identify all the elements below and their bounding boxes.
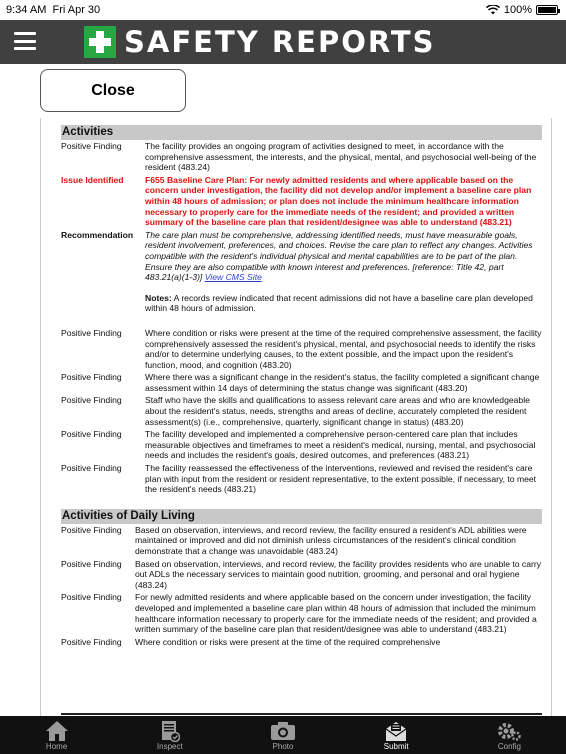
finding-label: Positive Finding (61, 592, 122, 603)
finding-row (61, 328, 542, 370)
menu-icon[interactable] (14, 32, 36, 50)
section-title-activities: Activities (61, 125, 542, 140)
tab-photo-label: Photo (272, 742, 294, 751)
section-adl (61, 509, 542, 648)
view-cms-site-link[interactable]: View CMS Site (204, 272, 262, 283)
finding-row (61, 637, 542, 648)
finding-label: Positive Finding (61, 327, 122, 338)
finding-text: The facility developed and implemented a comprehensive person-centered care plan that includes measurable objectives and timeframes to meet a resident's medical, nursing, mental, and psychosocial needs and includes the resident's goals, desired outcomes, and preferences (483.21) (145, 429, 536, 461)
issue-text: F655 Baseline Care Plan: For newly admitted residents and where applicable based on the concern under investigation, the facility did not develop and/or implement a baseline care plan within 48 hours of admission; or plan does not include the minimum healthcare information necessary to properly care for the immediate needs of the resident; and provided a written summary of the baseline care plan that resident/designee was able to understand (483.21) (145, 174, 532, 228)
status-time-date (6, 4, 100, 16)
finding-text: Staff who have the skills and qualifications to assess relevant care areas and who are knowledgeable about the resident's status, needs, strengths and areas of decline, accurately completed the resident assessment(s) (i.e., comprehensive, quarterly, significant change in status) (483.20) (145, 395, 530, 427)
notes-block (145, 293, 542, 314)
app-header (0, 20, 566, 64)
green-cross-icon (84, 26, 116, 58)
recommendation-body (145, 230, 542, 283)
finding-row (61, 525, 542, 557)
tab-config[interactable] (453, 716, 566, 754)
close-button[interactable]: Close (40, 69, 186, 112)
notes-text: A records review indicated that recent admissions did not have a baseline care plan developed within 48 hours of admission. (145, 292, 533, 314)
close-area (0, 64, 566, 118)
finding-text: The facility provides an ongoing program of activities designed to meet, in accordance with the comprehensive assessment, the interests, and the physical, mental, and psychosocial well-being of the resident (483.24) (145, 141, 537, 173)
finding-label: Positive Finding (61, 636, 122, 647)
envelope-icon (385, 720, 407, 742)
finding-text: Where condition or risks were present at the time of the required comprehensive assessment, the facility comprehensively assessed the resident's physical, mental, and psychosocial needs to identify the risks and/or to determine underlying causes, to the extent possible, and the impact upon the resident's function, mood, and cognition (483.20) (145, 327, 542, 370)
report-document[interactable] (40, 118, 552, 716)
tab-submit-label: Submit (383, 742, 409, 751)
finding-text: Based on observation, interviews, and record review, the facility provides residents who are unable to carry out ADLs the necessary services to maintain good nutrition, grooming, and personal and oral hygiene (483.24) (135, 558, 542, 590)
finding-label: Positive Finding (61, 463, 122, 474)
document-bottom-rule (61, 713, 542, 715)
battery-icon (536, 5, 558, 15)
tab-submit[interactable] (340, 716, 453, 754)
finding-row (61, 592, 542, 634)
issue-row (61, 175, 542, 228)
finding-label: Positive Finding (61, 141, 122, 151)
gear-icon (496, 720, 522, 742)
notes-label: Notes: (145, 292, 172, 303)
battery-percent: 100% (503, 4, 532, 16)
finding-row (61, 559, 542, 591)
issue-label: Issue Identified (61, 174, 124, 185)
recommendation-row (61, 230, 542, 283)
clipboard-icon (160, 720, 180, 742)
tab-inspect-label: Inspect (156, 742, 183, 751)
status-right (486, 4, 558, 16)
camera-icon (270, 721, 296, 741)
finding-text: The facility reassessed the effectiveness of the interventions, reviewed and revised the resident's care plan with input from the resident or resident representative, to the extent possible, if necessary, to meet the resident's needs (483.21) (145, 463, 537, 495)
finding-row (61, 395, 542, 427)
status-time: 9:34 AM (6, 4, 47, 16)
finding-text: For newly admitted residents and where applicable based on the concern under investigation, the facility developed and implemented a baseline care plan within 48 hours of admission that included the minimum healthcare information necessary to properly care for the immediate needs of the resident; and provided a written summary of the baseline care plan that resident/designee was able to understand (483.21) (135, 592, 537, 635)
finding-text: Where condition or risks were present at the time of the required comprehensive (135, 636, 441, 647)
tab-config-label: Config (497, 742, 521, 751)
finding-row (61, 463, 542, 495)
app-title: SAFETY REPORTS (124, 25, 436, 59)
finding-text: Based on observation, interviews, and record review, the facility ensured a resident's ADL abilities were maintained or improved and did not diminish unless circumstances of the resident's clinical condition demonstrate that a change was unavoidable (483.24) (135, 524, 527, 556)
finding-label: Positive Finding (61, 524, 122, 535)
recommendation-text: The care plan must be comprehensive, addressing identified needs, must have measurable goals, resident involvement, preferences, and choices. Revise the care plan to reflect any changes. Activities compatible with the resident's individual physical and mental capabilities are to be part of the plan. Ensure they are also compatible with known interest and preferences. [reference: Title 42, part 483.21(a)(1-3)] (145, 229, 533, 283)
finding-row (61, 372, 542, 393)
tab-bar (0, 716, 566, 754)
tab-home-label: Home (45, 742, 68, 751)
finding-row (61, 141, 542, 173)
finding-label: Positive Finding (61, 558, 122, 569)
report-content (61, 125, 542, 649)
recommendation-label: Recommendation (61, 229, 134, 240)
status-bar (0, 0, 566, 20)
tab-inspect[interactable] (113, 716, 226, 754)
finding-label: Positive Finding (61, 429, 122, 440)
finding-text: Where there was a significant change in the resident's status, the facility completed a significant change assessment within 14 days of determining the status change was significant (483.20) (145, 372, 540, 393)
app-logo (84, 26, 436, 58)
finding-row (61, 429, 542, 461)
home-icon (45, 720, 69, 742)
tab-photo[interactable] (226, 716, 339, 754)
wifi-icon (486, 5, 500, 15)
finding-label: Positive Finding (61, 395, 122, 406)
status-date: Fri Apr 30 (52, 4, 101, 16)
section-title-adl: Activities of Daily Living (61, 509, 542, 524)
tab-home[interactable] (0, 716, 113, 754)
finding-label: Positive Finding (61, 372, 122, 383)
